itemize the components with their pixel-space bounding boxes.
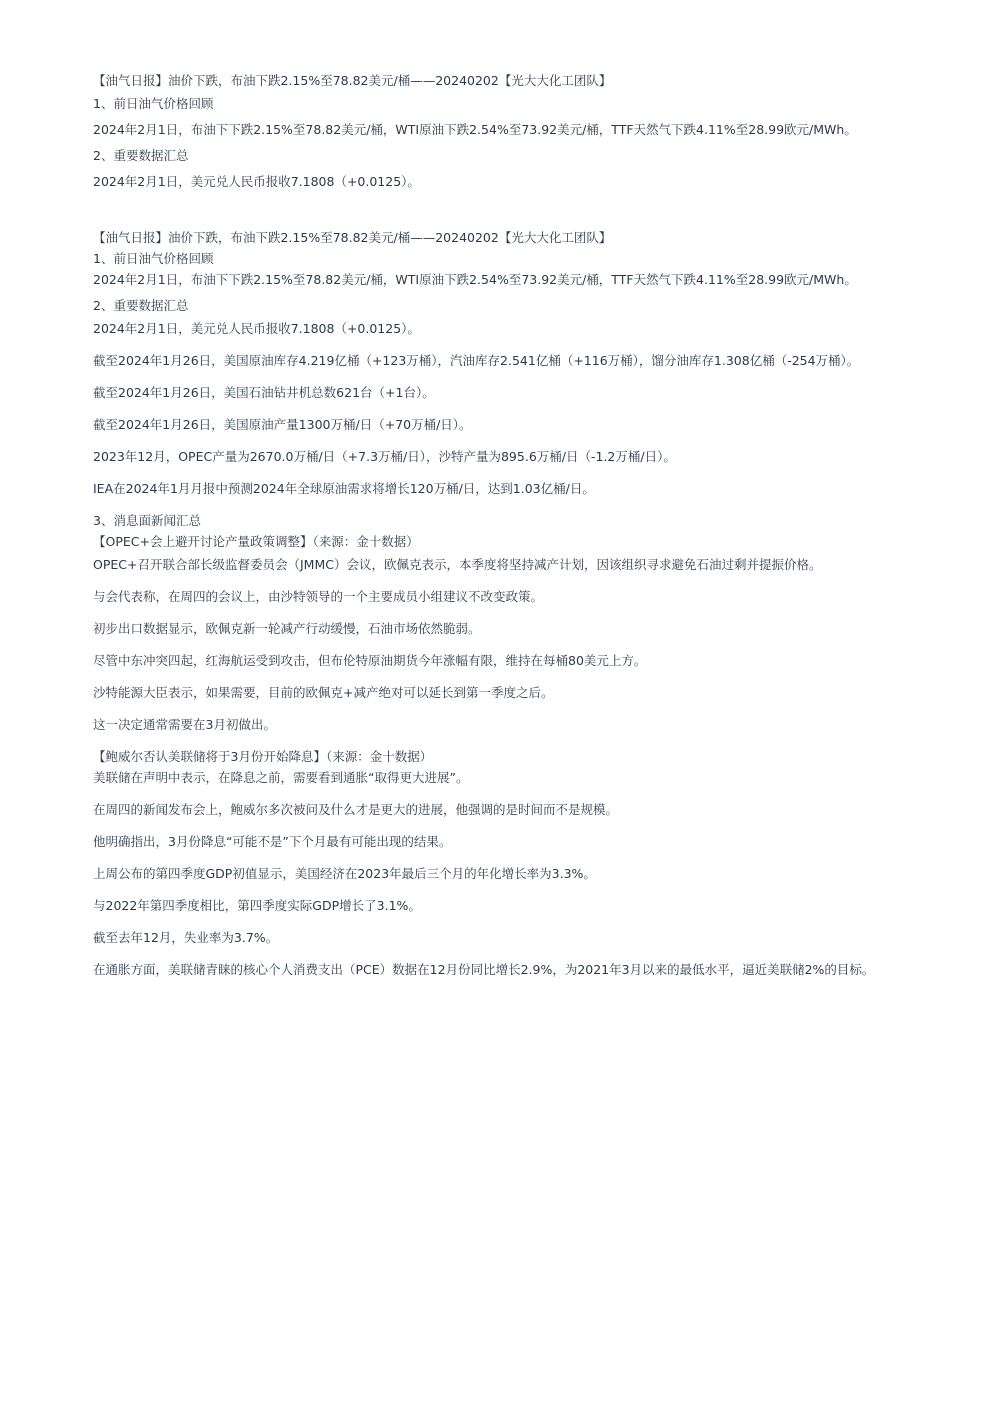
section-heading-news: 3、消息面新闻汇总: [93, 513, 201, 528]
news-paragraph: 在通胀方面，美联储青睐的核心个人消费支出（PCE）数据在12月份同比增长2.9%，为2021年3月以来的最低水平，逼近美联储2%的目标。: [93, 962, 875, 977]
news-paragraph: OPEC+召开联合部长级监督委员会（JMMC）会议，欧佩克表示，本季度将坚持减产计划，因该组织寻求避免石油过剩并提振价格。: [93, 557, 822, 572]
data-paragraph: 截至2024年1月26日，美国原油产量1300万桶/日（+70万桶/日）。: [93, 417, 472, 432]
document-body: [93, 72, 953, 978]
news-paragraph: 上周公布的第四季度GDP初值显示，美国经济在2023年最后三个月的年化增长率为3.3%。: [93, 866, 596, 881]
section-heading-data-summary: 2、重要数据汇总: [93, 148, 189, 163]
report-title: 【油气日报】油价下跌，布油下跌2.15%至78.82美元/桶——20240202【光大大化工团队】: [93, 73, 612, 88]
price-review-paragraph: 2024年2月1日，布油下下跌2.15%至78.82美元/桶，WTI原油下跌2.54%至73.92美元/桶，TTF天然气下跌4.11%至28.99欧元/MWh。: [93, 272, 857, 287]
data-paragraph: 截至2024年1月26日，美国原油库存4.219亿桶（+123万桶），汽油库存2.541亿桶（+116万桶），馏分油库存1.308亿桶（-254万桶）。: [93, 353, 860, 368]
news-paragraph: 他明确指出，3月份降息“可能不是”下个月最有可能出现的结果。: [93, 834, 452, 849]
news-paragraph: 截至去年12月，失业率为3.7%。: [93, 930, 279, 945]
news-title-opec: 【OPEC+会上避开讨论产量政策调整】（来源：金十数据）: [93, 534, 419, 549]
data-paragraph: 2024年2月1日，美元兑人民币报收7.1808（+0.0125）。: [93, 321, 420, 336]
data-paragraph: 2023年12月，OPEC产量为2670.0万桶/日（+7.3万桶/日），沙特产量为895.6万桶/日（-1.2万桶/日）。: [93, 449, 676, 464]
news-paragraph: 在周四的新闻发布会上，鲍威尔多次被问及什么才是更大的进展，他强调的是时间而不是规模。: [93, 802, 619, 817]
news-paragraph: 美联储在声明中表示，在降息之前，需要看到通胀“取得更大进展”。: [93, 770, 469, 785]
news-paragraph: 初步出口数据显示，欧佩克新一轮减产行动缓慢，石油市场依然脆弱。: [93, 621, 481, 636]
section-heading-price-review: 1、前日油气价格回顾: [93, 251, 214, 266]
report-title: 【油气日报】油价下跌，布油下跌2.15%至78.82美元/桶——20240202【光大大化工团队】: [93, 230, 612, 245]
section-heading-data-summary: 2、重要数据汇总: [93, 298, 189, 313]
price-review-paragraph: 2024年2月1日，布油下下跌2.15%至78.82美元/桶，WTI原油下跌2.54%至73.92美元/桶，TTF天然气下跌4.11%至28.99欧元/MWh。: [93, 122, 857, 137]
news-paragraph: 与2022年第四季度相比，第四季度实际GDP增长了3.1%。: [93, 898, 421, 913]
news-paragraph: 这一决定通常需要在3月初做出。: [93, 717, 276, 732]
news-paragraph: 尽管中东冲突四起，红海航运受到攻击，但布伦特原油期货今年涨幅有限，维持在每桶80美元上方。: [93, 653, 647, 668]
data-paragraph: 截至2024年1月26日，美国石油钻井机总数621台（+1台）。: [93, 385, 435, 400]
news-paragraph: 与会代表称，在周四的会议上，由沙特领导的一个主要成员小组建议不改变政策。: [93, 589, 544, 604]
news-paragraph: 沙特能源大臣表示，如果需要，目前的欧佩克+减产绝对可以延长到第一季度之后。: [93, 685, 554, 700]
section-heading-price-review: 1、前日油气价格回顾: [93, 96, 214, 111]
data-paragraph: IEA在2024年1月月报中预测2024年全球原油需求将增长120万桶/日，达到1.03亿桶/日。: [93, 481, 595, 496]
news-title-powell: 【鲍威尔否认美联储将于3月份开始降息】（来源：金十数据）: [93, 749, 433, 764]
fx-paragraph: 2024年2月1日，美元兑人民币报收7.1808（+0.0125）。: [93, 174, 420, 189]
